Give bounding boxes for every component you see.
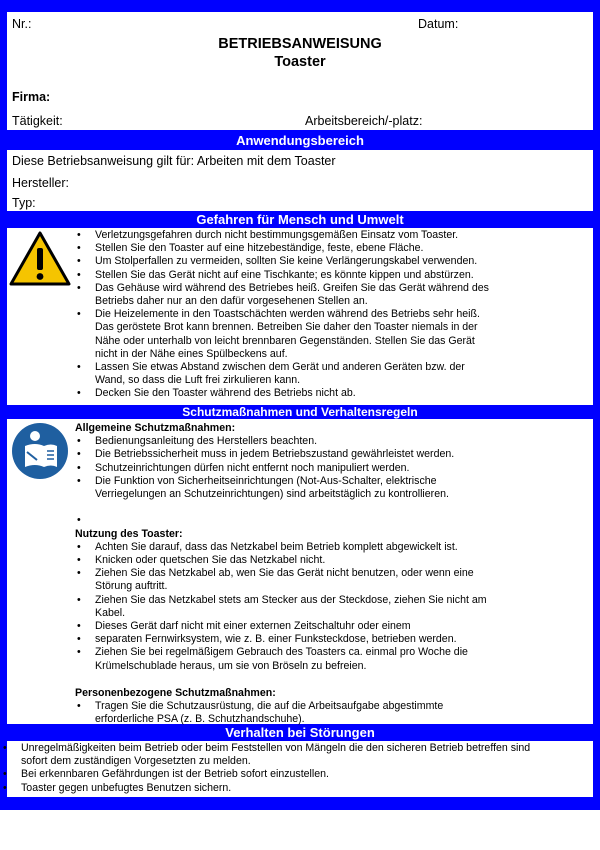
schutz-item-text: Krümelschublade heraus, um sie von Bröseln zu befreien. [95, 659, 367, 672]
gefahren-list-item [75, 242, 590, 255]
schutz-box [7, 419, 593, 724]
gefahren-list-item [75, 361, 590, 387]
stoerungen-list [1, 742, 591, 795]
gefahren-item-text: Stellen Sie das Gerät nicht auf eine Tischkante; es könnte kippen und abstürzen. [95, 268, 474, 281]
gefahren-item-text: Die Heizelemente in den Toastschächten werden während des Betriebs sehr heiß. [95, 308, 480, 321]
schutz-list-item [75, 620, 590, 633]
schutz-item-text: Bedienungsanleitung des Herstellers beachten. [95, 435, 318, 448]
stoerungen-item-text: Bei erkennbaren Gefährdungen ist der Betrieb sofort einzustellen. [21, 768, 329, 781]
gefahren-list-item [75, 229, 590, 242]
scope-text: Diese Betriebsanweisung gilt für: Arbeiten mit dem Toaster [12, 154, 336, 168]
hersteller-label: Hersteller: [12, 176, 69, 190]
typ-label: Typ: [12, 196, 36, 210]
warning-triangle-icon [9, 231, 71, 287]
nr-label: Nr.: [12, 17, 32, 31]
header-box [7, 12, 593, 130]
schutz-list-item [75, 646, 590, 672]
stoerungen-list-item [1, 768, 591, 781]
schutz-item-text: Störung auftritt. [95, 580, 168, 593]
schutz-item-text: Verriegelungen an Schutzeinrichtungen) sind arbeitstäglich zu kontrollieren. [95, 488, 449, 501]
stoerungen-box [7, 741, 593, 797]
stoerungen-item-text: Unregelmäßigkeiten beim Betrieb oder beim Feststellen von Mängeln die den sicheren Betrieb betreffen sind [21, 742, 531, 754]
anwendungsbereich-heading: Anwendungsbereich [236, 133, 364, 148]
schutz-item-text: Knicken oder quetschen Sie das Netzkabel nicht. [95, 554, 326, 566]
schutz-item-text: Schutzeinrichtungen dürfen nicht entfernt noch manipuliert werden. [95, 461, 410, 474]
gefahren-item-text: Wand, so dass die Luft frei zirkulieren kann. [95, 374, 301, 387]
taetigkeit-label: Tätigkeit: [12, 114, 63, 128]
schutz-item-text: Nutzung des Toaster: [75, 527, 183, 540]
stoerungen-heading: Verhalten bei Störungen [225, 725, 375, 740]
gefahren-box [7, 228, 593, 405]
gefahren-item-text: Das geröstete Brot kann brennen. Betreiben Sie daher den Toaster niemals in der [95, 321, 478, 334]
firma-label: Firma: [12, 90, 51, 104]
schutz-list-item [75, 475, 590, 501]
schutz-item-text: Ziehen Sie das Netzkabel stets am Stecker aus der Steckdose, ziehen Sie nicht am [95, 593, 487, 606]
schutz-heading: Schutzmaßnahmen und Verhaltensregeln [182, 405, 418, 419]
schutz-list-item [75, 673, 590, 687]
read-manual-icon [11, 422, 69, 480]
schutz-list-item [75, 448, 590, 461]
schutz-list-item [75, 541, 590, 554]
gefahren-item-text: Betriebs daher nur an den dafür vorgesehenen Stellen an. [95, 295, 368, 308]
schutz-item-text: Die Betriebssicherheit muss in jedem Betriebszustand gewährleistet werden. [95, 448, 455, 461]
schutz-item-text: Allgemeine Schutzmaßnahmen: [75, 422, 236, 434]
gefahren-heading: Gefahren für Mensch und Umwelt [196, 212, 404, 227]
schutz-subheading [75, 528, 590, 541]
gefahren-item-text: nicht in der Nähe eines Spülbeckens auf. [95, 347, 288, 360]
gefahren-item-text: Verletzungsgefahren durch nicht bestimmungsgemäßen Einsatz vom Toaster. [95, 229, 459, 241]
schutz-item-text: Kabel. [95, 606, 126, 619]
schutz-list-item [75, 594, 590, 620]
schutz-list [75, 422, 590, 726]
schutz-list-item [75, 700, 590, 726]
anwendungsbereich-box [7, 150, 593, 211]
gefahren-list-item [75, 387, 590, 400]
document-subtitle: Toaster [274, 54, 326, 70]
gefahren-item-text: Stellen Sie den Toaster auf eine hitzebeständige, feste, ebene Fläche. [95, 242, 424, 255]
gefahren-list-item [75, 255, 590, 268]
schutz-item-text: Personenbezogene Schutzmaßnahmen: [75, 686, 276, 699]
stoerungen-item-text: sofort dem zuständigen Vorgesetzten zu melden. [21, 755, 251, 768]
stoerungen-list-item [1, 742, 591, 768]
schutz-list-item [75, 514, 590, 527]
schutz-item-text: Tragen Sie die Schutzausrüstung, die auf die Arbeitsaufgabe abgestimmte [95, 700, 444, 713]
schutz-list-item [75, 633, 590, 646]
gefahren-list-item [75, 308, 590, 361]
schutz-item-text: Dieses Gerät darf nicht mit einer externen Zeitschaltuhr oder einem [95, 620, 411, 633]
gefahren-item-text: Nähe oder unterhalb von leicht brennbaren Gegenständen. Stellen Sie das Gerät [95, 334, 475, 347]
datum-label: Datum: [418, 17, 459, 31]
schutz-list-item [75, 554, 590, 567]
gefahren-list-item [75, 282, 590, 308]
gefahren-item-text: Decken Sie den Toaster während des Betriebs nicht ab. [95, 387, 356, 400]
schutz-list-item [75, 462, 590, 475]
gefahren-item-text: Lassen Sie etwas Abstand zwischen dem Gerät und anderen Geräten bzw. der [95, 361, 465, 374]
gefahren-list [75, 229, 590, 401]
gefahren-list-item [75, 269, 590, 282]
schutz-item-text: Ziehen Sie das Netzkabel ab, wen Sie das Gerät nicht benutzen, oder wenn eine [95, 567, 474, 580]
document-title: BETRIEBSANWEISUNG [218, 36, 382, 52]
schutz-item-text: Die Funktion von Sicherheitseinrichtungen (Not-Aus-Schalter, elektrische [95, 474, 437, 487]
schutz-item-text: Achten Sie darauf, dass das Netzkabel beim Betrieb komplett abgewickelt ist. [95, 540, 458, 553]
schutz-item-text: erforderliche PSA (z. B. Schutzhandschuhe). [95, 713, 305, 726]
schutz-subheading [75, 687, 590, 700]
stoerungen-list-item [1, 782, 591, 795]
gefahren-item-text: Das Gehäuse wird während des Betriebes heiß. Greifen Sie das Gerät während des [95, 281, 489, 294]
stoerungen-item-text: Toaster gegen unbefugtes Benutzen sichern. [21, 781, 232, 794]
arbeitsbereich-label: Arbeitsbereich/-platz: [305, 114, 423, 128]
schutz-list-item [75, 501, 590, 514]
schutz-subheading [75, 422, 590, 435]
schutz-list-item [75, 567, 590, 593]
schutz-item-text: separaten Fernwirksystem, wie z. B. einer Funksteckdose, betrieben werden. [95, 633, 457, 646]
schutz-item-text: Ziehen Sie bei regelmäßigem Gebrauch des Toasters ca. einmal pro Woche die [95, 646, 468, 659]
schutz-list-item [75, 435, 590, 448]
gefahren-item-text: Um Stolperfallen zu vermeiden, sollten Sie keine Verlängerungskabel verwenden. [95, 255, 478, 268]
